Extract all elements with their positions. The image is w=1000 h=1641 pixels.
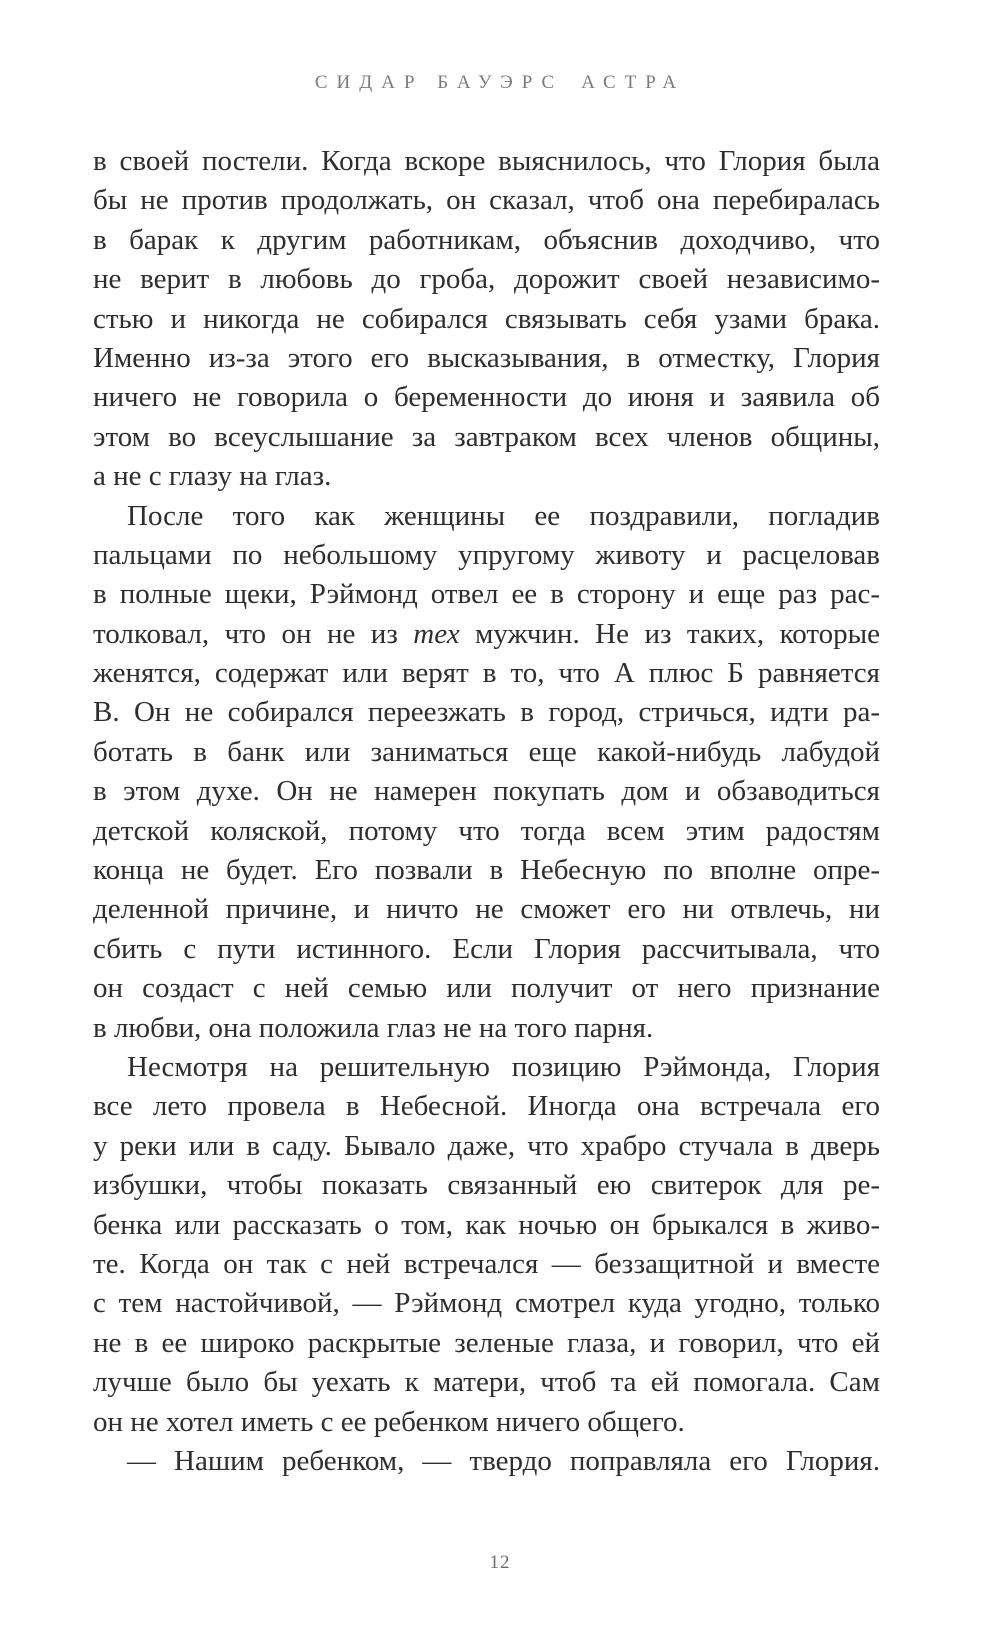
text-line-with-emphasis <box>93 615 880 654</box>
text-line: в своей постели. Когда вскоре выяснилось, что Глория была <box>93 145 880 177</box>
text-line: Именно из-за этого его высказывания, в отместку, Глория <box>93 341 880 374</box>
text-line: конца не будет. Его позвали в Небесную по вполне опре- <box>93 854 880 887</box>
text-line: женятся, содержат или верят в то, что А плюс Б равняется <box>93 657 880 690</box>
text-line: ничего не говорила о беременности до июня и заявила об <box>93 381 880 414</box>
text-line: все лето провела в Небесной. Иногда она встречала его <box>93 1090 880 1123</box>
text-line: В. Он не собирался переезжать в город, стричься, идти ра- <box>93 696 880 729</box>
text-line: бы не против продолжать, он сказал, чтоб она перебиралась <box>93 184 880 217</box>
text-line: бенка или рассказать о том, как ночью он брыкался в живо- <box>93 1208 880 1241</box>
running-head <box>0 72 1000 94</box>
text-line: не в ее широко раскрытые зеленые глаза, и говорил, что ей <box>93 1326 880 1359</box>
text-line: Несмотря на решительную позицию Рэймонда, Глория <box>127 1050 880 1083</box>
text-line: ботать в банк или заниматься еще какой-нибудь лабудой <box>93 735 880 768</box>
text-line: в барак к другим работникам, объяснив доходчиво, что <box>93 223 880 256</box>
text-line: в полные щеки, Рэймонд отвел ее в сторону и еще раз рас- <box>93 578 880 611</box>
text-line: После того как женщины ее поздравили, погладив <box>127 499 880 532</box>
text-line: — Нашим ребенком, — твердо поправляла его Глория. <box>127 1444 880 1477</box>
text-line: этом во всеуслышание за завтраком всех членов общины, <box>93 420 880 453</box>
text-line: пальцами по небольшому упругому животу и расцеловав <box>93 538 880 571</box>
text-line: стью и никогда не собирался связывать себя узами брака. <box>93 302 880 335</box>
text-line: он создаст с ней семью или получит от него признание <box>93 972 880 1005</box>
text-segment: мужчин. Не из таких, которые <box>459 617 881 650</box>
text-line: в этом духе. Он не намерен покупать дом и обзаводиться <box>93 775 880 808</box>
text-line: детской коляской, потому что тогда всем этим радостям <box>93 814 880 847</box>
body-text <box>93 142 880 1481</box>
running-head-author: СИДАР БАУЭРС <box>314 72 564 93</box>
text-line: лучше было бы уехать к матери, чтоб та ей помогала. Сам <box>93 1366 880 1399</box>
text-line: в любви, она положила глаз не на того парня. <box>93 1011 654 1044</box>
page-number: 12 <box>489 1552 511 1573</box>
text-line: те. Когда он так с ней встречался — беззащитной и вместе <box>93 1247 880 1280</box>
text-line: избушки, чтобы показать связанный ею свитерок для ре- <box>93 1169 880 1202</box>
text-segment: толковал, что он не из <box>93 617 414 650</box>
text-line: не верит в любовь до гроба, дорожит своей независимо- <box>93 263 880 296</box>
text-line: с тем настойчивой, — Рэймонд смотрел куда угодно, только <box>93 1287 880 1320</box>
running-head-title: АСТРА <box>581 72 686 93</box>
emphasis-word: тех <box>413 617 460 650</box>
text-line: деленной причине, и ничто не сможет его ни отвлечь, ни <box>93 893 880 926</box>
text-line: он не хотел иметь с ее ребенком ничего общего. <box>93 1405 685 1438</box>
text-line: а не с глазу на глаз. <box>93 460 332 493</box>
text-line: у реки или в саду. Бывало даже, что храбро стучала в дверь <box>93 1129 880 1162</box>
text-line: сбить с пути истинного. Если Глория рассчитывала, что <box>93 932 880 965</box>
